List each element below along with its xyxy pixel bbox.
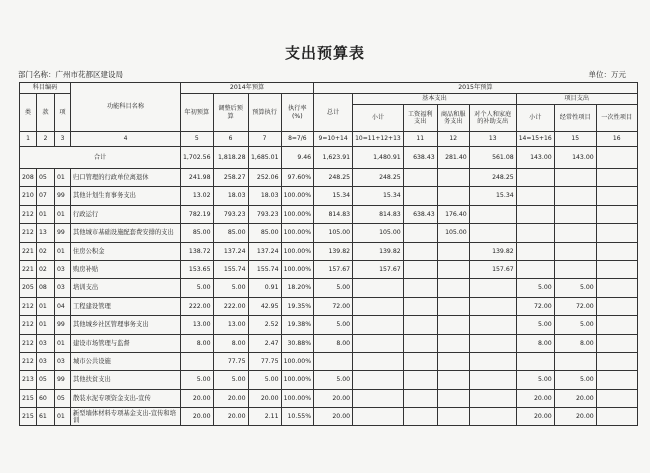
index-cell: 7 [248, 132, 281, 147]
header-recurring: 经常性项目 [554, 105, 596, 132]
kuan-cell: 05 [37, 169, 55, 187]
table-row [20, 389, 638, 407]
table-row [20, 205, 638, 223]
value-cell: 30.88% [281, 334, 314, 352]
xiang-cell: 04 [55, 297, 71, 315]
value-cell: 97.60% [281, 169, 314, 187]
value-cell: 793.23 [213, 205, 248, 223]
index-cell: 5 [181, 132, 214, 147]
xiang-cell: 99 [55, 187, 71, 205]
value-cell [469, 205, 516, 223]
value-cell [353, 408, 404, 426]
function-name-cell: 其他计划生育事务支出 [71, 187, 181, 205]
index-cell: 10=11+12+13 [353, 132, 404, 147]
header-xiang: 项 [55, 94, 71, 132]
value-cell: 222.00 [213, 297, 248, 315]
value-cell: 19.38% [281, 316, 314, 334]
value-cell: 20.00 [516, 389, 554, 407]
value-cell [596, 408, 637, 426]
value-cell [437, 316, 469, 334]
value-cell [554, 352, 596, 370]
table-row [20, 260, 638, 278]
value-cell: 5.00 [516, 316, 554, 334]
value-cell: 155.74 [213, 260, 248, 278]
value-cell [516, 205, 554, 223]
xiang-cell: 01 [55, 408, 71, 426]
value-cell [437, 408, 469, 426]
value-cell: 100.00% [281, 352, 314, 370]
value-cell: 20.00 [181, 408, 214, 426]
value-cell: 793.23 [248, 205, 281, 223]
value-cell: 19.35% [281, 297, 314, 315]
value-cell: 2.52 [248, 316, 281, 334]
value-cell: 258.27 [213, 169, 248, 187]
kuan-cell: 03 [37, 352, 55, 370]
kuan-cell: 03 [37, 334, 55, 352]
xiang-cell: 03 [55, 279, 71, 297]
value-cell [437, 334, 469, 352]
value-cell: 8.00 [314, 334, 353, 352]
value-cell [596, 334, 637, 352]
value-cell [469, 334, 516, 352]
kuan-cell: 01 [37, 297, 55, 315]
header-subject-code: 科目编码 [20, 83, 71, 94]
value-cell: 42.95 [248, 297, 281, 315]
value-cell [314, 352, 353, 370]
index-cell: 4 [71, 132, 181, 147]
value-cell [516, 242, 554, 260]
value-cell [554, 169, 596, 187]
value-cell: 5.00 [213, 371, 248, 389]
total-cell: 143.00 [516, 147, 554, 169]
value-cell: 248.25 [314, 169, 353, 187]
index-cell: 13 [469, 132, 516, 147]
lei-cell: 210 [20, 187, 37, 205]
index-cell: 15 [554, 132, 596, 147]
value-cell: 155.74 [248, 260, 281, 278]
value-cell [554, 205, 596, 223]
function-name-cell: 工程建设管理 [71, 297, 181, 315]
value-cell [596, 297, 637, 315]
total-label: 合计 [20, 147, 181, 169]
table-row [20, 371, 638, 389]
table-row [20, 316, 638, 334]
value-cell: 20.00 [554, 389, 596, 407]
value-cell: 5.00 [314, 371, 353, 389]
index-cell: 6 [213, 132, 248, 147]
value-cell [596, 371, 637, 389]
value-cell: 157.67 [314, 260, 353, 278]
value-cell: 5.00 [516, 279, 554, 297]
value-cell: 18.03 [248, 187, 281, 205]
value-cell: 5.00 [181, 371, 214, 389]
function-name-cell: 行政运行 [71, 205, 181, 223]
value-cell [596, 224, 637, 242]
kuan-cell: 08 [37, 279, 55, 297]
value-cell [516, 224, 554, 242]
value-cell [353, 297, 404, 315]
value-cell [596, 242, 637, 260]
kuan-cell: 02 [37, 260, 55, 278]
value-cell: 100.00% [281, 205, 314, 223]
value-cell: 20.00 [314, 408, 353, 426]
table-row [20, 334, 638, 352]
value-cell: 10.55% [281, 408, 314, 426]
value-cell: 814.83 [314, 205, 353, 223]
lei-cell: 215 [20, 408, 37, 426]
value-cell: 72.00 [314, 297, 353, 315]
xiang-cell: 03 [55, 260, 71, 278]
table-row [20, 297, 638, 315]
value-cell [596, 169, 637, 187]
value-cell [516, 187, 554, 205]
value-cell [353, 279, 404, 297]
value-cell: 139.82 [314, 242, 353, 260]
value-cell [437, 389, 469, 407]
xiang-cell: 05 [55, 389, 71, 407]
header-kuan: 款 [37, 94, 55, 132]
value-cell: 2.11 [248, 408, 281, 426]
value-cell: 72.00 [516, 297, 554, 315]
value-cell [554, 242, 596, 260]
kuan-cell: 05 [37, 371, 55, 389]
kuan-cell: 13 [37, 224, 55, 242]
value-cell: 105.00 [353, 224, 404, 242]
index-cell: 11 [403, 132, 437, 147]
total-cell: 143.00 [554, 147, 596, 169]
header-project: 项目支出 [516, 94, 637, 105]
value-cell [596, 187, 637, 205]
function-name-cell: 散装水泥专项资金支出-宣传 [71, 389, 181, 407]
value-cell: 5.00 [181, 279, 214, 297]
total-cell: 1,480.91 [353, 147, 404, 169]
header-basic: 基本支出 [353, 94, 517, 105]
value-cell: 814.83 [353, 205, 404, 223]
document-title: 支出预算表 [284, 44, 365, 62]
value-cell [403, 408, 437, 426]
function-name-cell: 培训支出 [71, 279, 181, 297]
value-cell: 638.43 [403, 205, 437, 223]
value-cell [596, 316, 637, 334]
value-cell: 100.00% [281, 242, 314, 260]
value-cell [469, 352, 516, 370]
header-2014-budget: 2014年预算 [181, 83, 314, 94]
value-cell [403, 352, 437, 370]
value-cell: 139.82 [353, 242, 404, 260]
value-cell: 8.00 [516, 334, 554, 352]
value-cell [437, 279, 469, 297]
lei-cell: 212 [20, 205, 37, 223]
value-cell [403, 224, 437, 242]
kuan-cell: 02 [37, 242, 55, 260]
table-row [20, 224, 638, 242]
index-cell: 3 [55, 132, 71, 147]
function-name-cell: 其他城乡社区管理事务支出 [71, 316, 181, 334]
value-cell [403, 279, 437, 297]
value-cell: 18.20% [281, 279, 314, 297]
value-cell [469, 297, 516, 315]
value-cell: 137.24 [248, 242, 281, 260]
department-label: 部门名称：广州市花都区建设局 [18, 70, 123, 79]
total-cell: 1,702.56 [181, 147, 214, 169]
xiang-cell: 01 [55, 242, 71, 260]
value-cell: 20.00 [248, 389, 281, 407]
function-name-cell: 住房公积金 [71, 242, 181, 260]
value-cell: 100.00% [281, 389, 314, 407]
value-cell: 248.25 [353, 169, 404, 187]
value-cell: 13.00 [213, 316, 248, 334]
lei-cell: 208 [20, 169, 37, 187]
value-cell: 5.00 [314, 316, 353, 334]
data-rows [20, 169, 638, 426]
value-cell: 137.24 [213, 242, 248, 260]
kuan-cell: 61 [37, 408, 55, 426]
value-cell [403, 187, 437, 205]
value-cell [596, 260, 637, 278]
value-cell: 5.00 [516, 371, 554, 389]
value-cell [353, 334, 404, 352]
table-row [20, 352, 638, 370]
value-cell: 85.00 [248, 224, 281, 242]
value-cell: 252.06 [248, 169, 281, 187]
header-initial: 年初预算 [181, 94, 214, 132]
value-cell: 20.00 [516, 408, 554, 426]
table-row [20, 187, 638, 205]
kuan-cell: 01 [37, 205, 55, 223]
kuan-cell: 60 [37, 389, 55, 407]
value-cell [403, 371, 437, 389]
lei-cell: 212 [20, 352, 37, 370]
value-cell: 157.67 [353, 260, 404, 278]
xiang-cell: 99 [55, 224, 71, 242]
value-cell [403, 297, 437, 315]
value-cell: 20.00 [554, 408, 596, 426]
index-cell: 14=15+16 [516, 132, 554, 147]
value-cell [596, 279, 637, 297]
function-name-cell: 其他扶贫支出 [71, 371, 181, 389]
value-cell: 85.00 [181, 224, 214, 242]
value-cell: 8.00 [181, 334, 214, 352]
value-cell [469, 371, 516, 389]
lei-cell: 221 [20, 242, 37, 260]
value-cell: 138.72 [181, 242, 214, 260]
table-row [20, 408, 638, 426]
xiang-cell: 99 [55, 316, 71, 334]
total-row [20, 147, 638, 169]
value-cell: 15.34 [353, 187, 404, 205]
xiang-cell: 01 [55, 205, 71, 223]
value-cell [469, 316, 516, 334]
value-cell: 8.00 [213, 334, 248, 352]
header-function-name: 功能科目名称 [71, 83, 181, 132]
function-name-cell: 城市公共设施 [71, 352, 181, 370]
value-cell: 20.00 [314, 389, 353, 407]
value-cell: 85.00 [213, 224, 248, 242]
value-cell: 100.00% [281, 260, 314, 278]
xiang-cell: 99 [55, 371, 71, 389]
table-row [20, 242, 638, 260]
value-cell [554, 187, 596, 205]
lei-cell: 215 [20, 389, 37, 407]
value-cell: 5.00 [248, 371, 281, 389]
function-name-cell: 其他城市基础设施配套费安排的支出 [71, 224, 181, 242]
header-onetime: 一次性项目 [596, 105, 637, 132]
lei-cell: 212 [20, 224, 37, 242]
total-cell: 1,623.91 [314, 147, 353, 169]
value-cell [403, 334, 437, 352]
value-cell [596, 205, 637, 223]
value-cell [353, 352, 404, 370]
function-name-cell: 建设市场管理与监督 [71, 334, 181, 352]
header-salary: 工资福利支出 [403, 105, 437, 132]
xiang-cell: 01 [55, 334, 71, 352]
index-cell: 1 [20, 132, 37, 147]
header-proj-subtotal: 小计 [516, 105, 554, 132]
header-subtotal: 小计 [353, 105, 404, 132]
value-cell [437, 242, 469, 260]
header-personal: 对个人和家庭的补助支出 [469, 105, 516, 132]
kuan-cell: 07 [37, 187, 55, 205]
value-cell: 0.91 [248, 279, 281, 297]
value-cell: 5.00 [554, 371, 596, 389]
value-cell [403, 260, 437, 278]
value-cell [353, 389, 404, 407]
value-cell: 100.00% [281, 371, 314, 389]
value-cell [437, 297, 469, 315]
header-2015-budget: 2015年预算 [314, 83, 638, 94]
value-cell: 222.00 [181, 297, 214, 315]
header-adjusted: 调整后预算 [213, 94, 248, 132]
lei-cell: 213 [20, 371, 37, 389]
xiang-cell: 03 [55, 352, 71, 370]
value-cell: 248.25 [469, 169, 516, 187]
index-cell: 12 [437, 132, 469, 147]
value-cell [353, 371, 404, 389]
value-cell: 13.00 [181, 316, 214, 334]
value-cell: 5.00 [314, 279, 353, 297]
value-cell: 8.00 [554, 334, 596, 352]
value-cell [516, 260, 554, 278]
value-cell: 20.00 [213, 389, 248, 407]
header-lei: 类 [20, 94, 37, 132]
value-cell: 105.00 [437, 224, 469, 242]
value-cell: 5.00 [213, 279, 248, 297]
value-cell [353, 316, 404, 334]
value-cell: 2.47 [248, 334, 281, 352]
value-cell: 72.00 [554, 297, 596, 315]
value-cell [516, 352, 554, 370]
value-cell: 100.00% [281, 187, 314, 205]
value-cell: 77.75 [248, 352, 281, 370]
lei-cell: 205 [20, 279, 37, 297]
value-cell [181, 352, 214, 370]
value-cell [469, 408, 516, 426]
value-cell [403, 389, 437, 407]
total-cell [596, 147, 637, 169]
value-cell: 782.19 [181, 205, 214, 223]
value-cell: 176.40 [437, 205, 469, 223]
value-cell: 18.03 [213, 187, 248, 205]
header-exec-rate: 执行率(%) [281, 94, 314, 132]
value-cell [469, 279, 516, 297]
index-cell: 9=10+14 [314, 132, 353, 147]
value-cell [403, 316, 437, 334]
index-cell: 8=7/6 [281, 132, 314, 147]
header-executed: 预算执行 [248, 94, 281, 132]
total-cell: 638.43 [403, 147, 437, 169]
value-cell: 20.00 [181, 389, 214, 407]
table-row [20, 279, 638, 297]
value-cell: 157.67 [469, 260, 516, 278]
value-cell [437, 260, 469, 278]
value-cell: 5.00 [554, 316, 596, 334]
value-cell [596, 352, 637, 370]
lei-cell: 212 [20, 297, 37, 315]
value-cell [516, 169, 554, 187]
header-total: 总计 [314, 94, 353, 132]
function-name-cell: 购房补贴 [71, 260, 181, 278]
value-cell [469, 389, 516, 407]
value-cell: 20.00 [213, 408, 248, 426]
value-cell [403, 169, 437, 187]
value-cell: 139.82 [469, 242, 516, 260]
lei-cell: 212 [20, 334, 37, 352]
value-cell [437, 169, 469, 187]
kuan-cell: 01 [37, 316, 55, 334]
value-cell [469, 224, 516, 242]
index-cell: 2 [37, 132, 55, 147]
value-cell: 153.65 [181, 260, 214, 278]
budget-table [19, 82, 638, 426]
value-cell: 100.00% [281, 224, 314, 242]
value-cell [554, 260, 596, 278]
value-cell [437, 187, 469, 205]
value-cell [554, 224, 596, 242]
value-cell: 77.75 [213, 352, 248, 370]
value-cell: 15.34 [314, 187, 353, 205]
index-cell: 16 [596, 132, 637, 147]
unit-label: 单位：万元 [588, 70, 626, 79]
value-cell: 15.34 [469, 187, 516, 205]
total-cell: 1,818.28 [213, 147, 248, 169]
function-name-cell: 新型墙体材料专项基金支出-宣传和培训 [71, 408, 181, 426]
value-cell: 13.02 [181, 187, 214, 205]
value-cell [403, 242, 437, 260]
lei-cell: 221 [20, 260, 37, 278]
value-cell [437, 371, 469, 389]
value-cell [596, 389, 637, 407]
total-cell: 281.40 [437, 147, 469, 169]
value-cell: 5.00 [554, 279, 596, 297]
total-cell: 561.08 [469, 147, 516, 169]
value-cell [437, 352, 469, 370]
index-row [20, 132, 638, 147]
total-cell: 9.46 [281, 147, 314, 169]
value-cell: 241.98 [181, 169, 214, 187]
function-name-cell: 归口管理的行政单位离退休 [71, 169, 181, 187]
total-cell: 1,685.01 [248, 147, 281, 169]
xiang-cell: 01 [55, 169, 71, 187]
header-goods: 商品和服务支出 [437, 105, 469, 132]
lei-cell: 212 [20, 316, 37, 334]
value-cell: 105.00 [314, 224, 353, 242]
table-row [20, 169, 638, 187]
